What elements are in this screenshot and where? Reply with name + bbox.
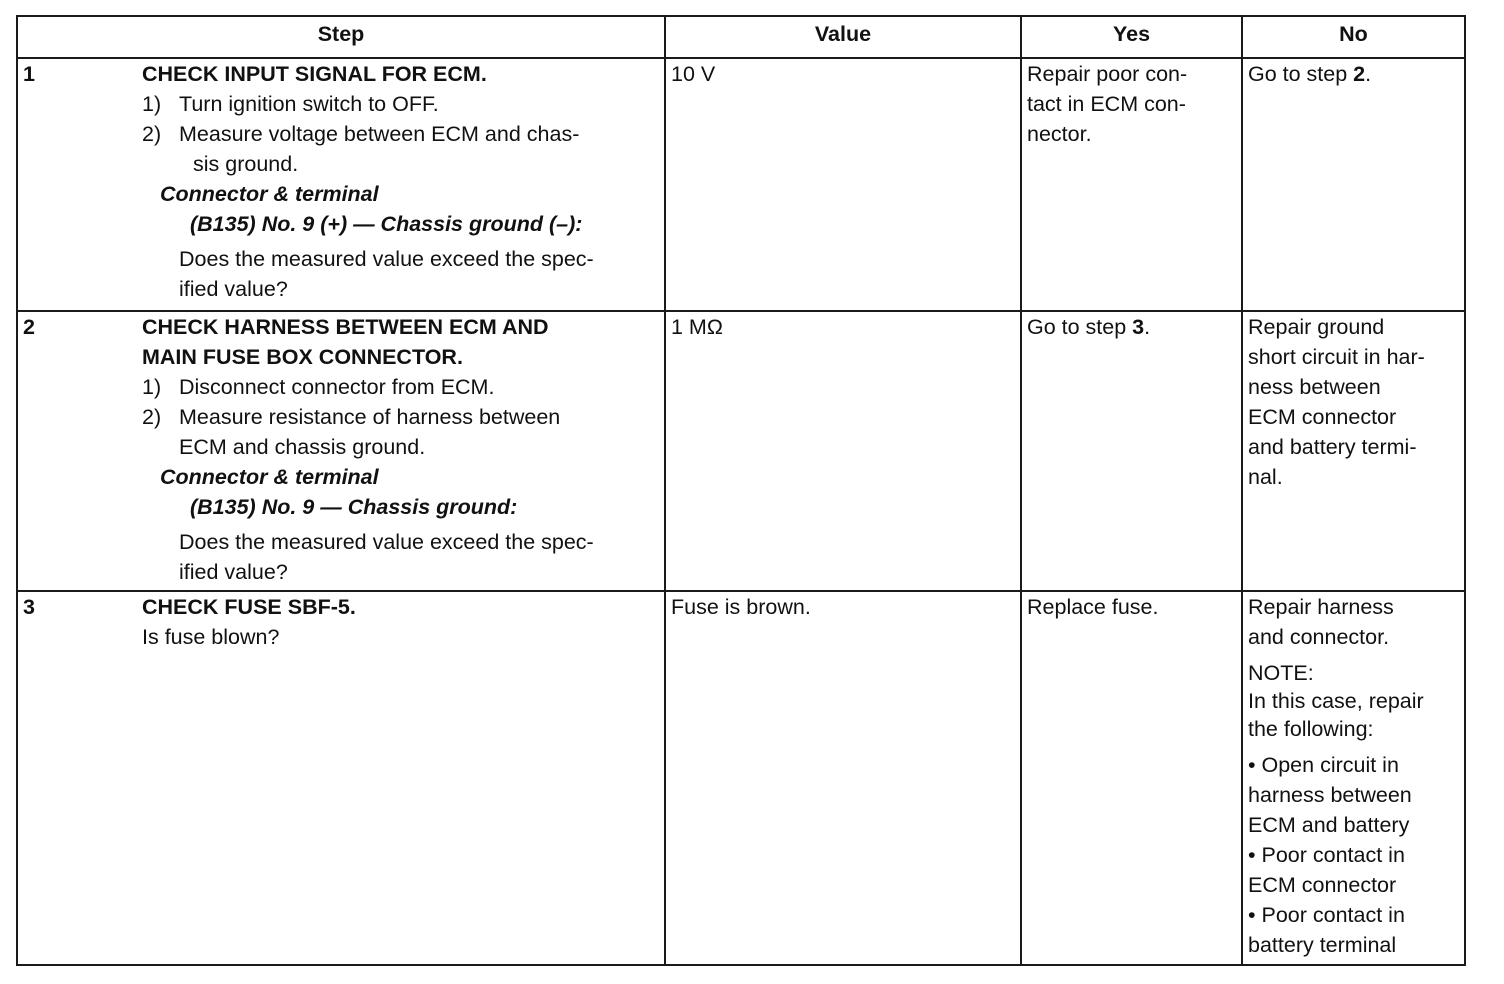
step-cell [17, 58, 665, 311]
question [179, 527, 659, 587]
no-line: and battery termi- [1248, 435, 1417, 459]
no-cell [1242, 591, 1465, 965]
step-cell [17, 311, 665, 591]
substep-text: Measure resistance of harness between [179, 405, 561, 429]
yes-line: tact in ECM con- [1027, 92, 1186, 116]
note-label: NOTE: [1248, 661, 1314, 685]
bullet-item [1248, 750, 1459, 840]
bullet-line: • Open circuit in [1248, 753, 1399, 777]
yes-cell [1021, 58, 1242, 311]
yes-cell [1021, 311, 1242, 591]
step-link: 2 [1353, 62, 1366, 86]
table-row [17, 58, 1465, 311]
value-cell: 10 V [665, 58, 1021, 311]
bullet-item [1248, 900, 1459, 960]
substep-text: sis ground. [193, 152, 299, 176]
no-line: ness between [1248, 375, 1381, 399]
connector-value: (B135) No. 9 — Chassis ground: [190, 495, 518, 519]
bullet-line: ECM connector [1248, 873, 1397, 897]
yes-text: Go to step [1027, 315, 1133, 339]
no-cell [1242, 311, 1465, 591]
yes-text: . [1144, 315, 1151, 339]
substep [142, 89, 659, 119]
table-row [17, 591, 1465, 965]
header-row [17, 16, 1465, 58]
no-line: short circuit in har- [1248, 345, 1425, 369]
substep [142, 402, 659, 462]
step-title: CHECK FUSE SBF-5. [142, 595, 356, 619]
no-line: ECM connector [1248, 405, 1397, 429]
diagnostic-table [16, 15, 1466, 966]
bullet-line: ECM and battery [1248, 813, 1410, 837]
step-cell [17, 591, 665, 965]
bullet-line: harness between [1248, 783, 1412, 807]
header-yes: Yes [1021, 16, 1242, 58]
no-cell [1242, 58, 1465, 311]
bullet-item [1248, 840, 1459, 900]
header-no: No [1242, 16, 1465, 58]
header-value: Value [665, 16, 1021, 58]
substep-number: 2) [142, 122, 162, 146]
question [179, 244, 659, 304]
substep-number: 1) [142, 375, 162, 399]
no-text: Go to step [1248, 62, 1354, 86]
question-line: ified value? [179, 560, 288, 584]
value-cell: 1 MΩ [665, 311, 1021, 591]
step-number: 3 [23, 595, 35, 619]
substep-text: Turn ignition switch to OFF. [179, 92, 439, 116]
table-row [17, 311, 1465, 591]
connector-value: (B135) No. 9 (+) — Chassis ground (–): [190, 212, 583, 236]
step-number: 1 [23, 62, 35, 86]
connector-label: Connector & terminal [160, 182, 379, 206]
no-line: nal. [1248, 465, 1283, 489]
substep [142, 119, 659, 179]
question-line: ified value? [179, 277, 288, 301]
substep-text: Disconnect connector from ECM. [179, 375, 495, 399]
substep-number: 2) [142, 405, 162, 429]
substep-text: Measure voltage between ECM and chas- [179, 122, 580, 146]
yes-line: Repair poor con- [1027, 62, 1188, 86]
step-title: MAIN FUSE BOX CONNECTOR. [142, 345, 463, 369]
no-line: and connector. [1248, 625, 1390, 649]
connector-label: Connector & terminal [160, 465, 379, 489]
question: Is fuse blown? [142, 625, 280, 649]
substep-text: ECM and chassis ground. [179, 435, 426, 459]
note-line: the following: [1248, 717, 1374, 741]
step-title: CHECK INPUT SIGNAL FOR ECM. [142, 62, 487, 86]
bullet-line: • Poor contact in [1248, 843, 1405, 867]
step-link: 3 [1132, 315, 1145, 339]
note-line: In this case, repair [1248, 689, 1424, 713]
question-line: Does the measured value exceed the spec- [179, 530, 594, 554]
header-step: Step [17, 16, 665, 58]
yes-line: nector. [1027, 122, 1092, 146]
bullet-line: battery terminal [1248, 933, 1397, 957]
bullet-line: • Poor contact in [1248, 903, 1405, 927]
substep-number: 1) [142, 92, 162, 116]
step-number: 2 [23, 315, 35, 339]
question-line: Does the measured value exceed the spec- [179, 247, 594, 271]
step-title: CHECK HARNESS BETWEEN ECM AND [142, 315, 549, 339]
value-cell: Fuse is brown. [665, 591, 1021, 965]
no-line: Repair harness [1248, 595, 1394, 619]
substep [142, 372, 659, 402]
no-line: Repair ground [1248, 315, 1385, 339]
yes-cell: Replace fuse. [1021, 591, 1242, 965]
no-text: . [1365, 62, 1372, 86]
